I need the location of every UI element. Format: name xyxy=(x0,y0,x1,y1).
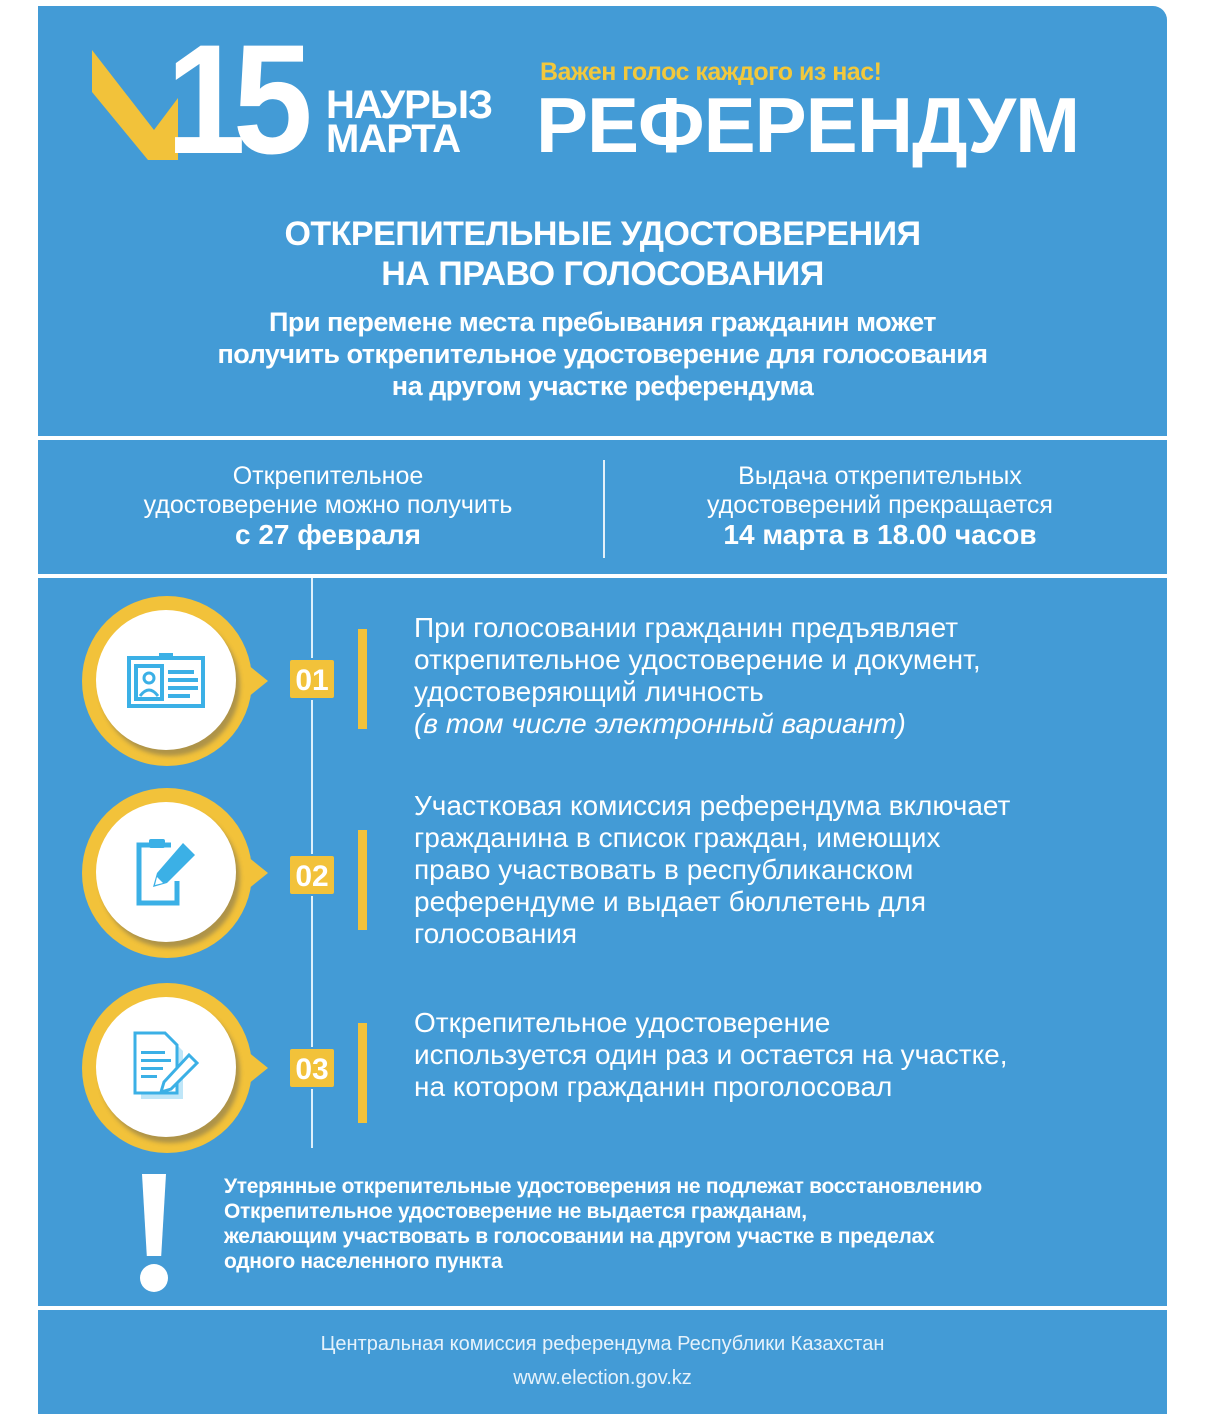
step-badge xyxy=(82,596,272,766)
logo-month-kz: НАУРЫЗ xyxy=(326,83,493,127)
step-badge xyxy=(82,983,272,1153)
step-line: При голосовании гражданин предъявляет xyxy=(414,612,959,643)
step-text xyxy=(414,1007,1144,1103)
step-number: 02 xyxy=(288,854,336,896)
intro-text xyxy=(38,306,1167,402)
logo-month xyxy=(326,83,493,161)
heading-line: ОТКРЕПИТЕЛЬНЫЕ УДОСТОВЕРЕНИЯ xyxy=(284,215,921,253)
step-line: гражданина в список граждан, имеющих xyxy=(414,822,941,853)
issue-start-date xyxy=(68,462,588,549)
heading-line: НА ПРАВО ГОЛОСОВАНИЯ xyxy=(381,255,824,293)
notice-text xyxy=(224,1174,1144,1274)
notice-line: Открепительное удостоверение не выдается гражданам, xyxy=(224,1200,807,1223)
badge-pointer xyxy=(232,652,268,710)
divider xyxy=(603,460,605,558)
step-line: открепительное удостоверение и документ, xyxy=(414,644,981,675)
date-value: 14 марта в 18.00 часов xyxy=(723,519,1037,550)
date-label: Открепительное xyxy=(232,462,424,490)
slogan: Важен голос каждого из нас! xyxy=(540,58,882,86)
intro-line: получить открепительное удостоверение для голосования xyxy=(217,339,988,369)
date-label: Выдача открепительных xyxy=(738,462,1022,490)
intro-line: на другом участке референдума xyxy=(391,371,814,401)
badge-circle xyxy=(96,802,236,942)
step-line: удостоверяющий личность xyxy=(414,676,764,707)
referendum-poster xyxy=(38,6,1167,1414)
step-number: 03 xyxy=(288,1047,336,1089)
step-line: Участковая комиссия референдума включает xyxy=(414,790,1011,821)
badge-pointer xyxy=(232,844,268,902)
step-number: 01 xyxy=(288,658,336,700)
issue-end-date xyxy=(620,462,1140,549)
logo-month-ru: МАРТА xyxy=(326,117,461,161)
step-text xyxy=(414,612,1144,740)
step-line: на котором гражданин проголосовал xyxy=(414,1071,893,1102)
step-line: референдуме и выдает бюллетень для xyxy=(414,886,927,917)
clipboard-pencil-icon xyxy=(131,837,201,907)
id-card-icon xyxy=(127,652,205,708)
footer-website-link[interactable]: www.election.gov.kz xyxy=(513,1367,692,1389)
step-note: (в том числе электронный вариант) xyxy=(414,708,906,739)
header-panel xyxy=(38,6,1167,436)
logo-day: 15 xyxy=(166,13,300,187)
badge-pointer xyxy=(232,1039,268,1097)
page-title: РЕФЕРЕНДУМ xyxy=(536,81,1080,169)
yellow-bar xyxy=(358,629,367,729)
notice-line: Утерянные открепительные удостоверения не подлежат восстановлению xyxy=(224,1175,982,1198)
notice-line: желающим участвовать в голосовании на другом участке в пределах xyxy=(224,1225,935,1248)
step-line: голосования xyxy=(414,918,578,949)
step-line: используется один раз и остается на участке, xyxy=(414,1039,1008,1070)
badge-circle xyxy=(96,997,236,1137)
badge-circle xyxy=(96,610,236,750)
yellow-bar xyxy=(358,1023,367,1123)
step-badge xyxy=(82,788,272,958)
document-pencil-icon xyxy=(131,1029,201,1105)
dates-panel xyxy=(38,440,1167,574)
footer-panel xyxy=(38,1310,1167,1414)
step-line: Открепительное удостоверение xyxy=(414,1007,831,1038)
exclamation-icon xyxy=(136,1174,172,1292)
main-heading xyxy=(38,214,1167,294)
footer-organization: Центральная комиссия референдума Республики Казахстан xyxy=(320,1333,885,1355)
date-value: с 27 февраля xyxy=(235,519,421,550)
step-line: право участвовать в республиканском xyxy=(414,854,914,885)
steps-panel xyxy=(38,578,1167,1306)
intro-line: При перемене места пребывания гражданин может xyxy=(269,307,936,337)
date-label: удостоверений прекращается xyxy=(707,491,1053,519)
step-text xyxy=(414,790,1144,950)
date-label: удостоверение можно получить xyxy=(143,491,513,519)
yellow-bar xyxy=(358,830,367,930)
notice-line: одного населенного пункта xyxy=(224,1250,503,1273)
